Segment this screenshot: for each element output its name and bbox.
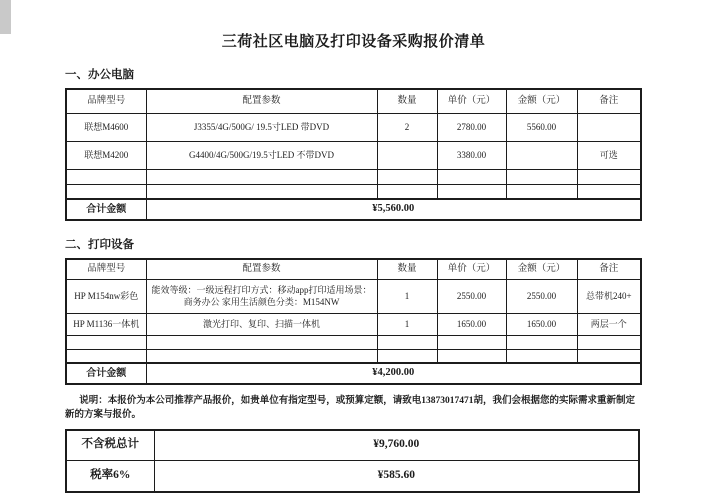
cell-remark: 总带机240+ bbox=[577, 279, 641, 313]
cell-unit-price: 1650.00 bbox=[437, 313, 506, 335]
cell-amount bbox=[506, 169, 577, 184]
cell-remark: 可选 bbox=[577, 141, 641, 169]
cell-remark bbox=[577, 169, 641, 184]
cell-config bbox=[146, 335, 377, 349]
cell-quantity: 1 bbox=[377, 279, 437, 313]
office-computers-table bbox=[65, 88, 642, 221]
cell-unit-price: 3380.00 bbox=[437, 141, 506, 169]
cell-remark bbox=[577, 335, 641, 349]
total-label: 合计金额 bbox=[66, 363, 146, 384]
cell-unit-price bbox=[437, 169, 506, 184]
document-content bbox=[0, 66, 707, 493]
col-header-config: 配置参数 bbox=[146, 89, 377, 113]
cell-quantity bbox=[377, 141, 437, 169]
summary-row-tax bbox=[66, 461, 639, 492]
subtotal-ex-tax-value: ¥9,760.00 bbox=[154, 430, 639, 461]
cell-unit-price: 2550.00 bbox=[437, 279, 506, 313]
cell-unit-price bbox=[437, 335, 506, 349]
cell-amount bbox=[506, 141, 577, 169]
col-header-unit-price: 单价（元） bbox=[437, 89, 506, 113]
tax-rate-label: 税率6% bbox=[66, 461, 154, 492]
col-header-remark: 备注 bbox=[577, 89, 641, 113]
cell-remark bbox=[577, 113, 641, 141]
cell-config: G4400/4G/500G/19.5寸LED 不带DVD bbox=[146, 141, 377, 169]
scan-artifact bbox=[0, 0, 11, 34]
cell-remark bbox=[577, 184, 641, 199]
cell-amount: 5560.00 bbox=[506, 113, 577, 141]
cell-config: 激光打印、复印、扫描一体机 bbox=[146, 313, 377, 335]
col-header-brand-model: 品牌型号 bbox=[66, 259, 146, 279]
cell-brand bbox=[66, 184, 146, 199]
table-row-empty bbox=[66, 349, 641, 363]
cell-quantity bbox=[377, 349, 437, 363]
cell-brand: HP M154nw彩色 bbox=[66, 279, 146, 313]
cell-quantity bbox=[377, 184, 437, 199]
col-header-quantity: 数量 bbox=[377, 259, 437, 279]
table-row-empty bbox=[66, 184, 641, 199]
table-header-row bbox=[66, 89, 641, 113]
cell-config bbox=[146, 349, 377, 363]
cell-quantity: 2 bbox=[377, 113, 437, 141]
cell-brand: 联想M4600 bbox=[66, 113, 146, 141]
col-header-amount: 金额（元） bbox=[506, 89, 577, 113]
cell-unit-price: 2780.00 bbox=[437, 113, 506, 141]
printing-equipment-table bbox=[65, 258, 642, 385]
section-heading-printing-equipment: 二、打印设备 bbox=[65, 239, 134, 251]
col-header-config: 配置参数 bbox=[146, 259, 377, 279]
subtotal-ex-tax-label: 不含税总计 bbox=[66, 430, 154, 461]
cell-brand bbox=[66, 349, 146, 363]
cell-config: J3355/4G/500G/ 19.5寸LED 带DVD bbox=[146, 113, 377, 141]
cell-quantity bbox=[377, 169, 437, 184]
cell-amount bbox=[506, 184, 577, 199]
col-header-amount: 金额（元） bbox=[506, 259, 577, 279]
cell-brand: 联想M4200 bbox=[66, 141, 146, 169]
total-value: ¥4,200.00 bbox=[146, 363, 641, 384]
col-header-quantity: 数量 bbox=[377, 89, 437, 113]
col-header-remark: 备注 bbox=[577, 259, 641, 279]
cell-unit-price bbox=[437, 349, 506, 363]
table-row bbox=[66, 141, 641, 169]
table-row bbox=[66, 279, 641, 313]
cell-unit-price bbox=[437, 184, 506, 199]
cell-config: 能效等级：一级远程打印方式：移动app打印适用场景：商务办公 家用生活颜色分类：M154NW bbox=[146, 279, 377, 313]
total-value: ¥5,560.00 bbox=[146, 199, 641, 220]
col-header-brand-model: 品牌型号 bbox=[66, 89, 146, 113]
table-row bbox=[66, 113, 641, 141]
cell-config bbox=[146, 184, 377, 199]
tax-amount-value: ¥585.60 bbox=[154, 461, 639, 492]
section-heading-office-computers: 一、办公电脑 bbox=[65, 69, 134, 81]
summary-table bbox=[65, 429, 640, 493]
cell-brand bbox=[66, 169, 146, 184]
cell-amount: 1650.00 bbox=[506, 313, 577, 335]
table-total-row bbox=[66, 363, 641, 384]
cell-quantity: 1 bbox=[377, 313, 437, 335]
table-total-row bbox=[66, 199, 641, 220]
table-row bbox=[66, 313, 641, 335]
cell-quantity bbox=[377, 335, 437, 349]
cell-amount: 2550.00 bbox=[506, 279, 577, 313]
cell-remark: 两层一个 bbox=[577, 313, 641, 335]
cell-amount bbox=[506, 349, 577, 363]
table-row-empty bbox=[66, 169, 641, 184]
table-row-empty bbox=[66, 335, 641, 349]
total-label: 合计金额 bbox=[66, 199, 146, 220]
cell-amount bbox=[506, 335, 577, 349]
summary-row-subtotal bbox=[66, 430, 639, 461]
page-title: 三荷社区电脑及打印设备采购报价清单 bbox=[221, 34, 486, 50]
cell-brand bbox=[66, 335, 146, 349]
quotation-note: 说明：本报价为本公司推荐产品报价，如贵单位有指定型号，或预算定额，请致电13873017471胡，我们会根据您的实际需求重新制定新的方案与报价。 bbox=[65, 396, 636, 421]
cell-config bbox=[146, 169, 377, 184]
cell-remark bbox=[577, 349, 641, 363]
col-header-unit-price: 单价（元） bbox=[437, 259, 506, 279]
cell-brand: HP M1136一体机 bbox=[66, 313, 146, 335]
table-header-row bbox=[66, 259, 641, 279]
